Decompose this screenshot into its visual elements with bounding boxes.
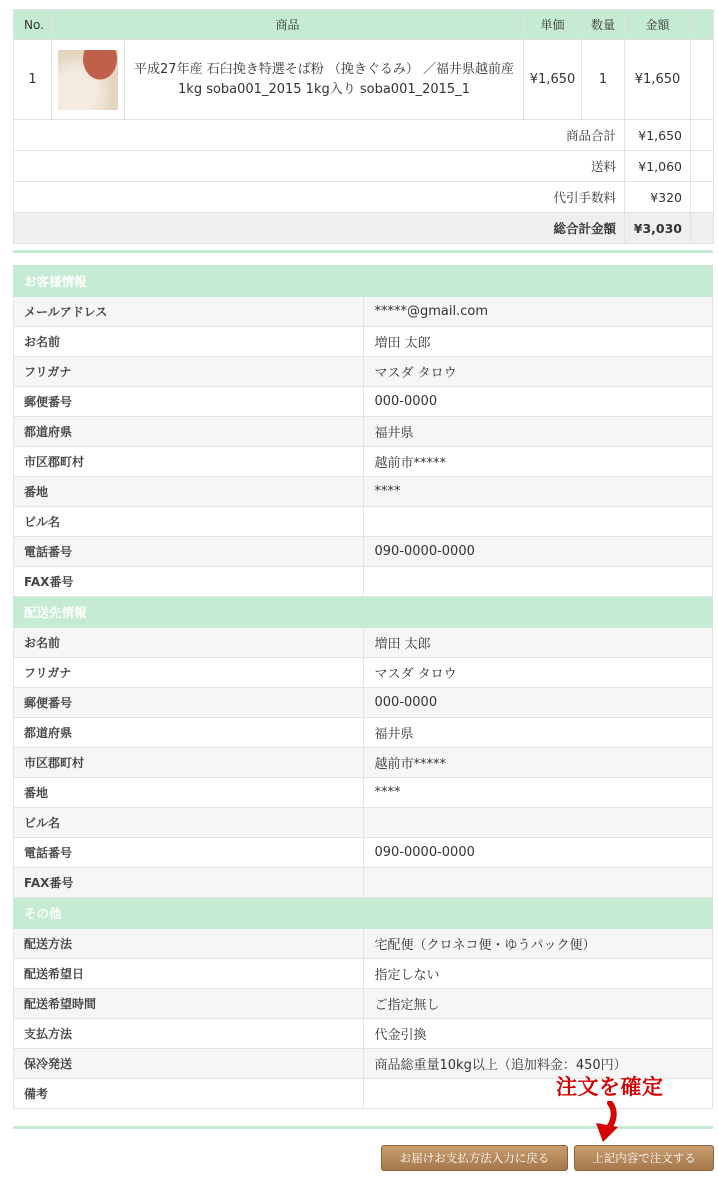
row-label: 備考 xyxy=(14,1079,364,1109)
other-row xyxy=(14,959,713,989)
row-value: マスダ タロウ xyxy=(363,357,713,387)
divider xyxy=(13,250,713,253)
summary-value: ¥1,060 xyxy=(625,151,691,182)
confirm-callout: 注文を確定 xyxy=(556,1075,664,1099)
summary-label: 送料 xyxy=(14,151,625,182)
row-value: 増田 太郎 xyxy=(363,327,713,357)
row-label: 配送希望時間 xyxy=(14,989,364,1019)
section-shipping xyxy=(14,597,713,628)
total-value: ¥3,030 xyxy=(625,213,691,244)
row-label: 市区郡町村 xyxy=(14,447,364,477)
customer-row xyxy=(14,327,713,357)
row-label: お名前 xyxy=(14,327,364,357)
item-amount: ¥1,650 xyxy=(625,40,691,120)
item-name: 平成27年産 石臼挽き特選そば粉 （挽きぐるみ） ／福井県越前産 1kg soba001_2015 1kg入り soba001_2015_1 xyxy=(125,40,524,120)
row-value: 代金引換 xyxy=(363,1019,713,1049)
section-title: その他 xyxy=(14,898,713,929)
customer-row xyxy=(14,507,713,537)
row-label: FAX番号 xyxy=(14,567,364,597)
row-value xyxy=(363,808,713,838)
shipping-row xyxy=(14,628,713,658)
summary-value: ¥1,650 xyxy=(625,120,691,151)
row-value xyxy=(363,868,713,898)
row-value: 福井県 xyxy=(363,718,713,748)
row-label: 電話番号 xyxy=(14,838,364,868)
shipping-row xyxy=(14,808,713,838)
row-label: 番地 xyxy=(14,477,364,507)
row-label: ビル名 xyxy=(14,507,364,537)
row-value: **** xyxy=(363,778,713,808)
row-label: 郵便番号 xyxy=(14,688,364,718)
row-value: 宅配便（クロネコ便・ゆうパック便） xyxy=(363,929,713,959)
row-label: お名前 xyxy=(14,628,364,658)
back-to-payment-button[interactable]: お届けお支払方法入力に戻る xyxy=(381,1145,568,1171)
row-value: 増田 太郎 xyxy=(363,628,713,658)
summary-row-cod-fee xyxy=(14,182,714,213)
customer-row xyxy=(14,387,713,417)
row-value: *****@gmail.com xyxy=(363,297,713,327)
other-row xyxy=(14,929,713,959)
row-value: **** xyxy=(363,477,713,507)
shipping-row xyxy=(14,658,713,688)
header-product: 商品 xyxy=(52,10,524,40)
row-label: フリガナ xyxy=(14,658,364,688)
row-value: 福井県 xyxy=(363,417,713,447)
row-label: 配送方法 xyxy=(14,929,364,959)
section-customer xyxy=(14,266,713,297)
shipping-row xyxy=(14,748,713,778)
row-value: マスダ タロウ xyxy=(363,658,713,688)
row-label: 電話番号 xyxy=(14,537,364,567)
row-label: 都道府県 xyxy=(14,718,364,748)
section-other xyxy=(14,898,713,929)
header-amount: 金額 xyxy=(625,10,691,40)
row-value: 090-0000-0000 xyxy=(363,537,713,567)
item-qty: 1 xyxy=(582,40,625,120)
row-label: 保冷発送 xyxy=(14,1049,364,1079)
row-value: 000-0000 xyxy=(363,688,713,718)
item-no: 1 xyxy=(14,40,52,120)
total-label: 総合計金額 xyxy=(14,213,625,244)
row-value: 越前市***** xyxy=(363,748,713,778)
order-header-row xyxy=(14,10,714,40)
soba-flour-image[interactable] xyxy=(58,50,118,110)
row-value: 指定しない xyxy=(363,959,713,989)
row-label: 配送希望日 xyxy=(14,959,364,989)
customer-row xyxy=(14,357,713,387)
header-unit-price: 単価 xyxy=(524,10,582,40)
row-label: ビル名 xyxy=(14,808,364,838)
row-value: 000-0000 xyxy=(363,387,713,417)
row-label: フリガナ xyxy=(14,357,364,387)
row-value xyxy=(363,567,713,597)
summary-row-subtotal xyxy=(14,120,714,151)
order-table xyxy=(13,9,714,244)
shipping-row xyxy=(14,868,713,898)
row-label: 番地 xyxy=(14,778,364,808)
summary-value: ¥320 xyxy=(625,182,691,213)
confirm-order-button[interactable]: 上記内容で注文する xyxy=(574,1145,714,1171)
row-label: 都道府県 xyxy=(14,417,364,447)
row-label: メールアドレス xyxy=(14,297,364,327)
row-value: 越前市***** xyxy=(363,447,713,477)
row-label: FAX番号 xyxy=(14,868,364,898)
section-title: お客様情報 xyxy=(14,266,713,297)
row-label: 市区郡町村 xyxy=(14,748,364,778)
row-value: ご指定無し xyxy=(363,989,713,1019)
header-no: No. xyxy=(14,10,52,40)
summary-row-total xyxy=(14,213,714,244)
row-value xyxy=(363,507,713,537)
header-spacer xyxy=(691,10,714,40)
header-qty: 数量 xyxy=(582,10,625,40)
customer-row xyxy=(14,417,713,447)
row-label: 支払方法 xyxy=(14,1019,364,1049)
shipping-row xyxy=(14,838,713,868)
summary-label: 代引手数料 xyxy=(14,182,625,213)
row-value: 商品総重量10kg以上（追加料金：450円） xyxy=(363,1049,713,1079)
item-thumbnail-cell xyxy=(52,40,125,120)
customer-row xyxy=(14,567,713,597)
order-item-row xyxy=(14,40,714,120)
shipping-row xyxy=(14,718,713,748)
other-row xyxy=(14,1019,713,1049)
customer-row xyxy=(14,297,713,327)
summary-row-shipping xyxy=(14,151,714,182)
item-unit-price: ¥1,650 xyxy=(524,40,582,120)
row-value: 090-0000-0000 xyxy=(363,838,713,868)
section-title: 配送先情報 xyxy=(14,597,713,628)
customer-row xyxy=(14,477,713,507)
item-spacer xyxy=(691,40,714,120)
summary-label: 商品合計 xyxy=(14,120,625,151)
other-row xyxy=(14,989,713,1019)
arrow-down-icon xyxy=(590,1101,624,1145)
row-label: 郵便番号 xyxy=(14,387,364,417)
shipping-row xyxy=(14,688,713,718)
info-table xyxy=(13,265,713,1109)
customer-row xyxy=(14,537,713,567)
customer-row xyxy=(14,447,713,477)
shipping-row xyxy=(14,778,713,808)
